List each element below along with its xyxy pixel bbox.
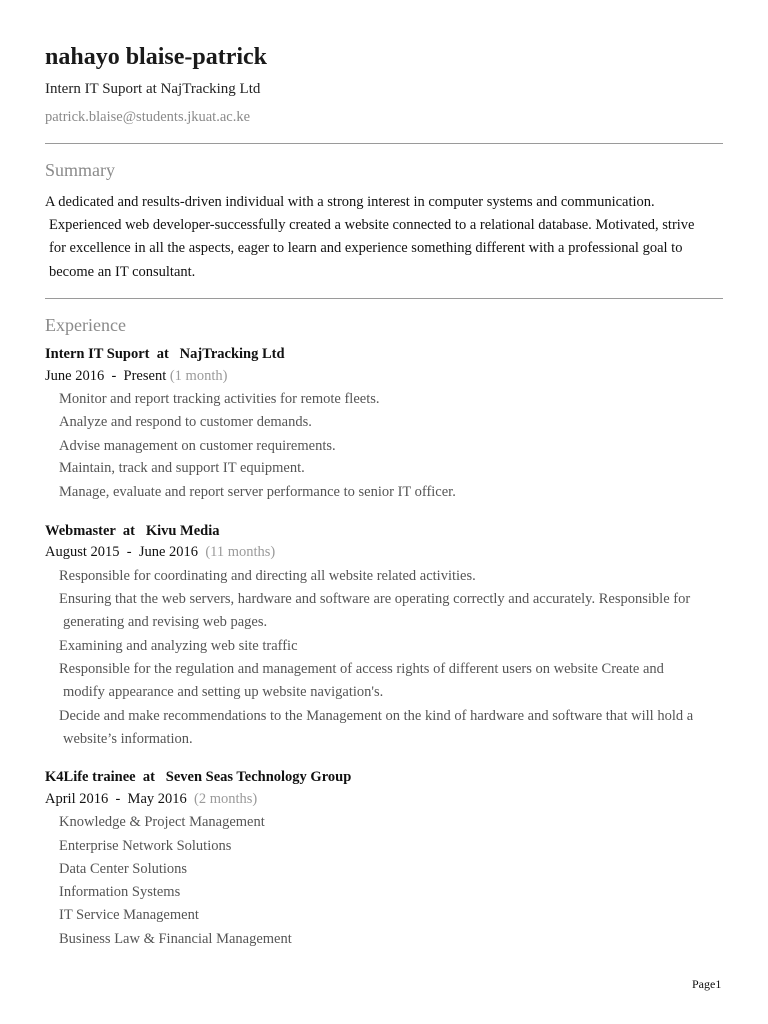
divider <box>45 298 723 299</box>
job-date-range: June 2016 - Present <box>45 368 170 384</box>
job-title: Intern IT Suport at NajTracking Ltd <box>45 346 285 362</box>
candidate-name: nahayo blaise-patrick <box>45 44 268 70</box>
job-dates <box>45 544 275 561</box>
candidate-email: patrick.blaise@students.jkuat.ac.ke <box>45 109 251 125</box>
job-duty: website’s information. <box>63 731 193 747</box>
job-duty: generating and revising web pages. <box>63 614 268 630</box>
summary-line: Experienced web developer-successfully created a website connected to a relational database. Motivated, strive <box>49 217 695 233</box>
job-duration: (1 month) <box>169 368 228 384</box>
job-title: K4Life trainee at Seven Seas Technology Group <box>45 769 352 785</box>
job-duty: Advise management on customer requirements. <box>59 438 336 454</box>
job-duty: Analyze and respond to customer demands. <box>59 414 312 430</box>
job-duty: Decide and make recommendations to the Management on the kind of hardware and software that will hold a <box>59 708 694 724</box>
summary-heading: Summary <box>45 160 115 180</box>
job-duty: Examining and analyzing web site traffic <box>59 638 298 654</box>
job-duty: Manage, evaluate and report server performance to senior IT officer. <box>59 484 456 500</box>
experience-heading: Experience <box>45 315 126 335</box>
job-date-range: April 2016 - May 2016 <box>45 791 195 807</box>
job-duty: Knowledge & Project Management <box>59 814 265 830</box>
job-duty: Responsible for coordinating and directing all website related activities. <box>59 568 476 584</box>
job-duty: Monitor and report tracking activities for remote fleets. <box>59 391 380 407</box>
summary-line: for excellence in all the aspects, eager to learn and experience something different with a professional goal to <box>49 240 683 256</box>
job-date-range: August 2015 - June 2016 <box>45 544 206 560</box>
divider <box>45 143 723 144</box>
job-duty: modify appearance and setting up website navigation's. <box>63 684 384 700</box>
job-dates <box>45 368 227 385</box>
page-number: Page1 <box>692 977 722 991</box>
summary-line: A dedicated and results-driven individual with a strong interest in computer systems and communication. <box>45 194 655 210</box>
candidate-headline: Intern IT Suport at NajTracking Ltd <box>45 81 261 97</box>
job-duty: Ensuring that the web servers, hardware and software are operating correctly and accurately. Responsible for <box>59 591 691 607</box>
job-duty: Information Systems <box>59 884 181 900</box>
job-duration: (11 months) <box>205 544 276 560</box>
job-duty: Responsible for the regulation and management of access rights of different users on website Create and <box>59 661 664 677</box>
job-duty: Maintain, track and support IT equipment. <box>59 460 305 476</box>
job-duty: Data Center Solutions <box>59 861 188 877</box>
job-title: Webmaster at Kivu Media <box>45 523 220 539</box>
job-duty: IT Service Management <box>59 907 199 923</box>
summary-line: become an IT consultant. <box>49 264 196 280</box>
job-duration: (2 months) <box>194 791 258 807</box>
job-dates <box>45 791 257 808</box>
job-duty: Business Law & Financial Management <box>59 931 292 947</box>
job-duty: Enterprise Network Solutions <box>59 838 232 854</box>
